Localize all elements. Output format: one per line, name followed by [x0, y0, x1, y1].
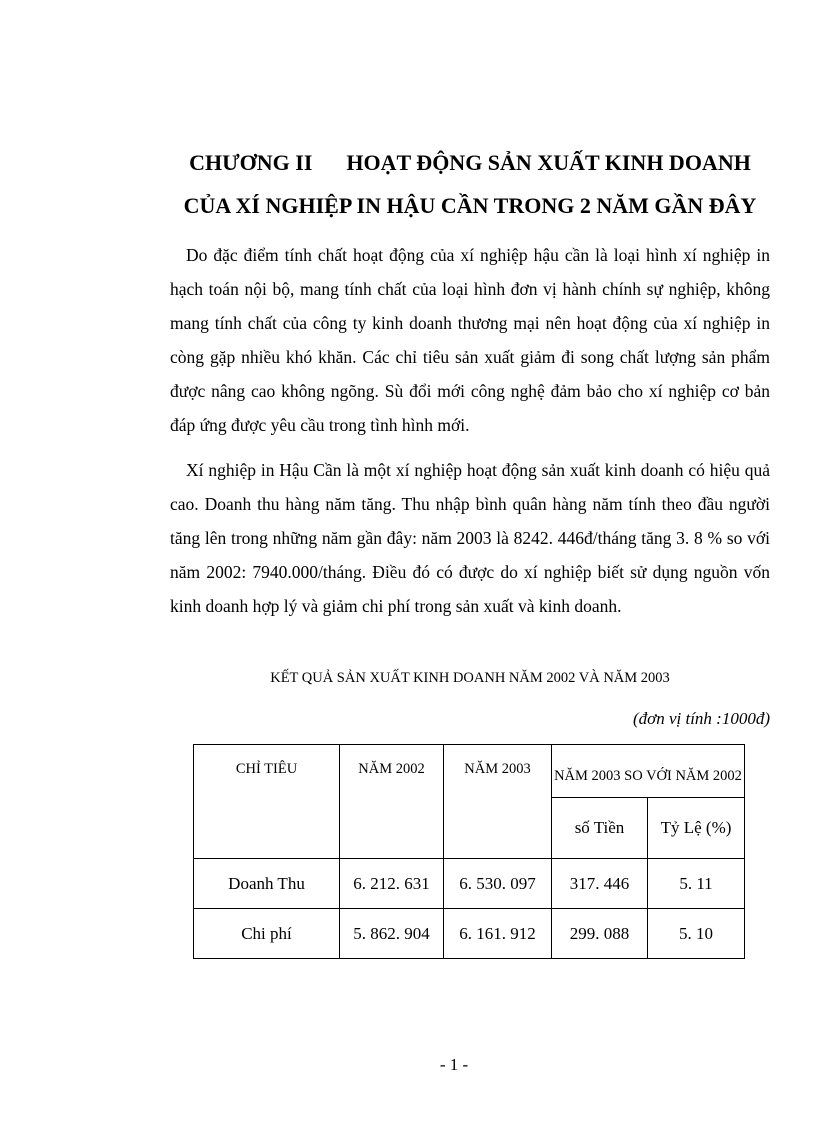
table-row — [194, 859, 745, 909]
header-comparison: NĂM 2003 SO VỚI NĂM 2002 — [552, 745, 745, 798]
header-indicator: CHỈ TIÊU — [194, 745, 340, 859]
paragraph-2: Xí nghiệp in Hậu Cần là một xí nghiệp hoạt động sản xuất kinh doanh có hiệu quả cao. Doanh thu hàng năm tăng. Thu nhập bình quân hàng năm tính theo đầu người tăng lên trong những năm gần đây: năm 2003 là 8242. 446đ/tháng tăng 3. 8 % so với năm 2002: 7940.000/tháng. Điều đó có được do xí nghiệp biết sử dụng nguồn vốn kinh doanh hợp lý và giảm chi phí trong sản xuất và kinh doanh. — [170, 460, 770, 616]
cell-2002: 5. 862. 904 — [340, 909, 444, 959]
cell-ratio: 5. 11 — [648, 859, 745, 909]
table-header-row — [194, 745, 745, 798]
cell-2002: 6. 212. 631 — [340, 859, 444, 909]
cell-2003: 6. 530. 097 — [444, 859, 552, 909]
table-row — [194, 909, 745, 959]
cell-indicator: Doanh Thu — [194, 859, 340, 909]
cell-amount: 299. 088 — [552, 909, 648, 959]
table-title: KẾT QUẢ SẢN XUẤT KINH DOANH NĂM 2002 VÀ NĂM 2003 — [270, 670, 670, 686]
chapter-heading — [150, 150, 790, 176]
cell-indicator: Chi phí — [194, 909, 340, 959]
header-ratio: Tỷ Lệ (%) — [648, 798, 745, 859]
paragraph-1: Do đặc điểm tính chất hoạt động của xí nghiệp hậu cần là loại hình xí nghiệp in hạch toán nội bộ, mang tính chất của loại hình đơn vị hành chính sự nghiệp, không mang tính chất của công ty kinh doanh thương mại nên hoạt động của xí nghiệp in còng gặp nhiều khó khăn. Các chỉ tiêu sản xuất giảm đi song chất lượng sản phẩm được nâng cao không ngõng. Sù đổi mới công nghệ đảm bảo cho xí nghiệp cơ bản đáp ứng được yêu cầu trong tình hình mới. — [170, 245, 770, 435]
cell-amount: 317. 446 — [552, 859, 648, 909]
header-year-2002: NĂM 2002 — [340, 745, 444, 859]
header-year-2003: NĂM 2003 — [444, 745, 552, 859]
results-table — [193, 744, 745, 959]
cell-ratio: 5. 10 — [648, 909, 745, 959]
cell-2003: 6. 161. 912 — [444, 909, 552, 959]
header-amount: số Tiền — [552, 798, 648, 859]
chapter-number: CHƯƠNG II — [189, 150, 313, 175]
chapter-title-line2: CỦA XÍ NGHIỆP IN HẬU CẦN TRONG 2 NĂM GẦN ĐÂY — [183, 193, 757, 218]
chapter-title-line1: HOẠT ĐỘNG SẢN XUẤT KINH DOANH — [346, 150, 751, 175]
table-unit: (đơn vị tính :1000đ) — [632, 709, 770, 728]
page-number: - 1 - — [439, 1055, 469, 1074]
